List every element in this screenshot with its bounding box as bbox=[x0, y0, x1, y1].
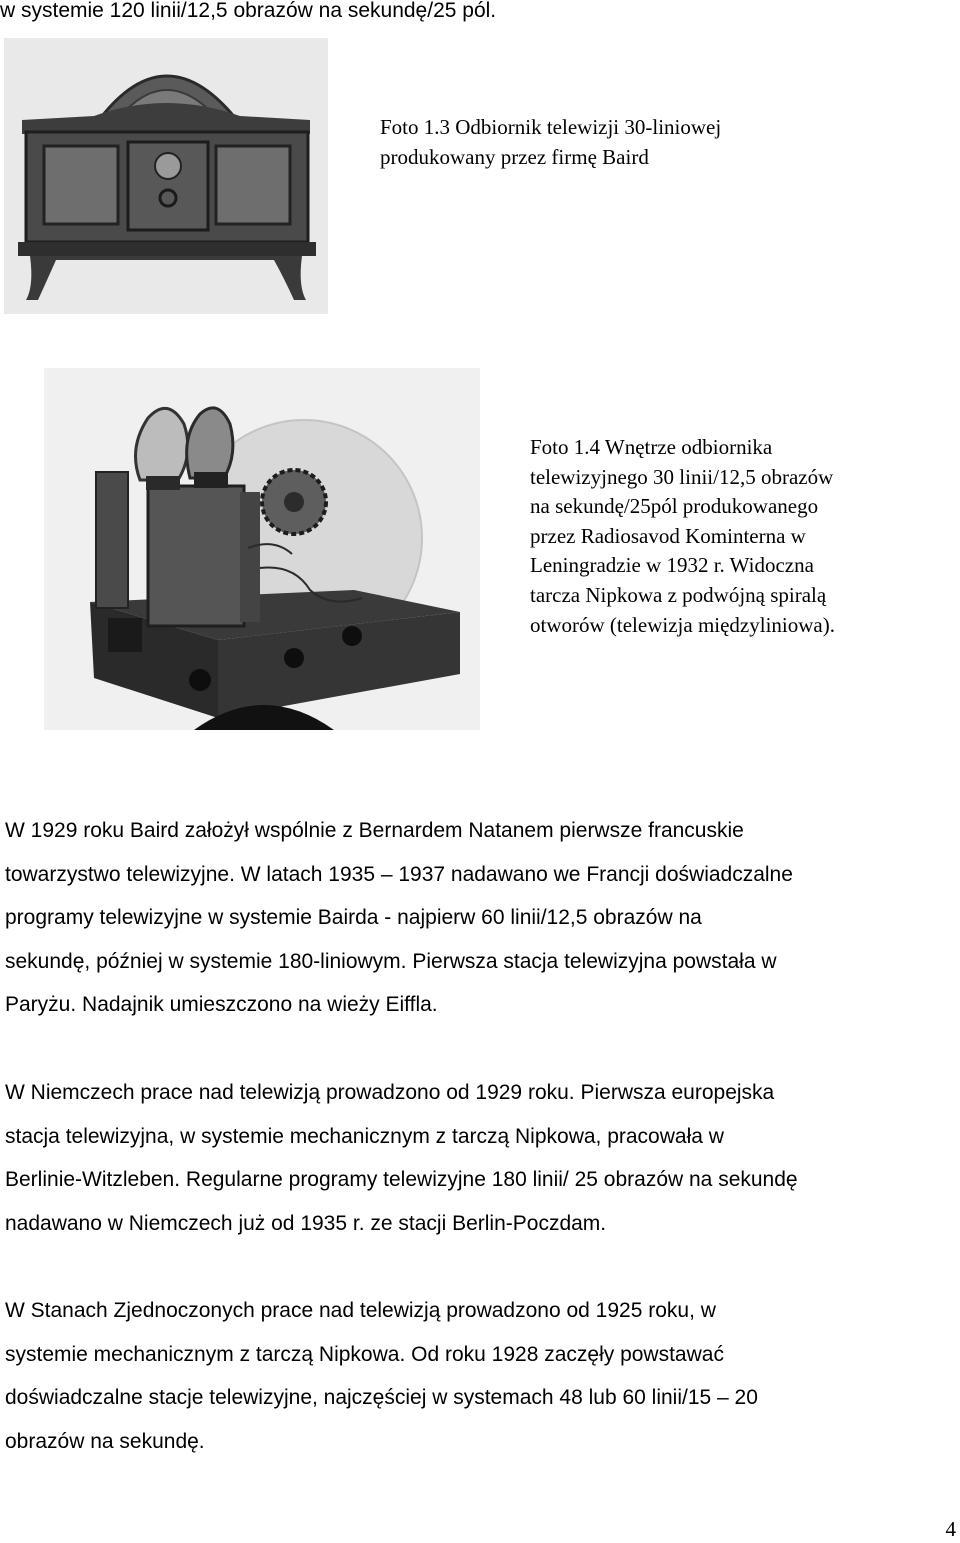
top-text-line: w systemie 120 linii/12,5 obrazów na sekundę/25 pól. bbox=[0, 0, 497, 22]
paragraph-line: W Stanach Zjednoczonych prace nad telewizją prowadzono od 1925 roku, w bbox=[5, 1299, 716, 1322]
caption-line: na sekundę/25pól produkowanego bbox=[530, 494, 819, 519]
caption-line: produkowany przez firmę Baird bbox=[380, 144, 649, 169]
photo-receiver-interior bbox=[4, 368, 480, 730]
paragraph-line: stacja telewizyjna, w systemie mechanicznym z tarczą Nipkowa, pracowała w bbox=[5, 1124, 724, 1148]
caption-line: Foto 1.4 Wnętrze odbiornika bbox=[530, 435, 773, 459]
page-number: 4 bbox=[945, 1517, 956, 1541]
paragraph-germany bbox=[5, 1071, 960, 1245]
baird-receiver-illustration bbox=[4, 38, 328, 314]
receiver-interior-illustration bbox=[4, 368, 480, 730]
paragraph-line: W Niemczech prace nad telewizją prowadzono od 1929 roku. Pierwsza europejska bbox=[5, 1081, 775, 1104]
caption-line: otworów (telewizja międzyliniowa). bbox=[530, 612, 835, 637]
caption-line: tarcza Nipkowa z podwójną spiralą bbox=[530, 582, 827, 607]
caption-line: Foto 1.3 Odbiornik telewizji 30-liniowej bbox=[380, 115, 722, 139]
paragraph-line: W 1929 roku Baird założył wspólnie z Bernardem Natanem pierwsze francuskie bbox=[5, 819, 744, 842]
paragraph-line: obrazów na sekundę. bbox=[5, 1429, 205, 1453]
paragraph-france bbox=[5, 809, 960, 1027]
caption-line: telewizyjnego 30 linii/12,5 obrazów bbox=[530, 464, 834, 489]
figure-caption-1 bbox=[380, 113, 940, 172]
paragraph-line: programy telewizyjne w systemie Bairda - najpierw 60 linii/12,5 obrazów na bbox=[5, 906, 702, 930]
paragraph-line: doświadczalne stacje telewizyjne, najczęściej w systemach 48 lub 60 linii/15 – 20 bbox=[5, 1386, 758, 1410]
paragraph-line: sekundę, później w systemie 180-liniowym. Pierwsza stacja telewizyjna powstała w bbox=[5, 949, 777, 973]
photo-baird-receiver bbox=[4, 38, 328, 314]
caption-line: Leningradzie w 1932 r. Widoczna bbox=[530, 553, 814, 578]
paragraph-line: Paryżu. Nadajnik umieszczono na wieży Eiffla. bbox=[5, 993, 438, 1017]
figure-caption-2 bbox=[530, 433, 940, 640]
paragraph-line: systemie mechanicznym z tarczą Nipkowa. Od roku 1928 zaczęły powstawać bbox=[5, 1342, 724, 1366]
caption-line: przez Radiosavod Kominterna w bbox=[530, 523, 806, 548]
paragraph-line: Berlinie-Witzleben. Regularne programy telewizyjne 180 linii/ 25 obrazów na sekundę bbox=[5, 1168, 798, 1192]
paragraph-line: nadawano w Niemczech już od 1935 r. ze stacji Berlin-Poczdam. bbox=[5, 1211, 607, 1235]
paragraph-line: towarzystwo telewizyjne. W latach 1935 – 1937 nadawano we Francji doświadczalne bbox=[5, 862, 793, 886]
paragraph-usa bbox=[5, 1289, 960, 1463]
